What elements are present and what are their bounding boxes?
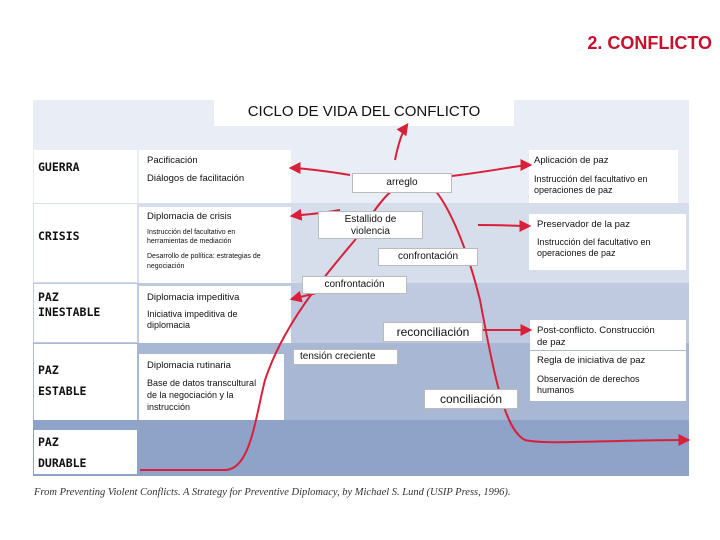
level-paz-durable-line1: PAZ xyxy=(38,435,59,449)
level-crisis-label: CRISIS xyxy=(38,229,80,243)
source-caption: From Preventing Violent Conflicts. A Strategy for Preventive Diplomacy, by Michael S. Lund (USIP Press, 1996). xyxy=(34,487,511,498)
box-right-guerra-line2: Instrucción del facultativo en xyxy=(534,174,648,184)
box-right-estable-line3: humanos xyxy=(537,385,575,395)
label-reconciliacion-text: reconciliación xyxy=(396,325,470,339)
chart-title: CICLO DE VIDA DEL CONFLICTO xyxy=(214,98,514,126)
label-tension-text: tensión creciente xyxy=(300,351,376,362)
level-guerra-label: GUERRA xyxy=(38,160,80,174)
box-left-crisis-line2: Instrucción del facultativo en xyxy=(147,229,236,236)
box-left-guerra-line1: Pacificación xyxy=(147,155,198,166)
box-right-guerra-line3: operaciones de paz xyxy=(534,185,613,195)
label-estallido-line2: violencia xyxy=(351,226,390,237)
box-right-crisis-line3: operaciones de paz xyxy=(537,248,616,258)
label-tension xyxy=(293,349,398,365)
level-paz-estable-line2: ESTABLE xyxy=(38,384,87,398)
box-left-crisis-line4: Desarrollo de política: estrategias de xyxy=(147,253,261,260)
arrow-guerra-up xyxy=(395,125,407,160)
box-left-estable-line3: de la negociación y la xyxy=(147,390,234,400)
box-left-estable-line2: Base de datos transcultural xyxy=(147,378,257,388)
slide-title: 2. CONFLICTO xyxy=(587,33,712,53)
level-paz-inestable-line1: PAZ xyxy=(38,290,59,304)
box-left-crisis-line1: Diplomacia de crisis xyxy=(147,211,232,222)
box-left-inestable-line3: diplomacia xyxy=(147,320,191,330)
level-paz-estable-line1: PAZ xyxy=(38,363,59,377)
label-arreglo-text: arreglo xyxy=(386,177,418,188)
box-right-crisis-line1: Preservador de la paz xyxy=(537,219,630,230)
level-paz-inestable-line2: INESTABLE xyxy=(38,305,101,319)
box-left-inestable-line2: Iniciativa impeditiva de xyxy=(147,309,238,319)
label-confrontacion-right xyxy=(378,248,478,266)
label-estallido-line1: Estallido de xyxy=(344,214,397,225)
label-conciliacion xyxy=(424,389,518,409)
box-left-inestable-line1: Diplomacia impeditiva xyxy=(147,292,240,303)
box-right-crisis-line2: Instrucción del facultativo en xyxy=(537,237,651,247)
box-left-crisis-line3: herramientas de mediación xyxy=(147,238,232,245)
box-right-inestable-line2: de paz xyxy=(537,337,566,348)
box-left-estable-line1: Diplomacia rutinaria xyxy=(147,360,231,371)
arrow-to-crisis-right xyxy=(478,225,529,226)
label-confrontacion-left xyxy=(302,276,407,294)
label-reconciliacion xyxy=(383,322,483,342)
box-right-inestable-line1: Post-conflicto. Construcción xyxy=(537,325,655,336)
level-paz-durable-line2: DURABLE xyxy=(38,456,87,470)
box-right-estable-line2: Observación de derechos xyxy=(537,374,640,384)
box-left-crisis-line5: negociación xyxy=(147,263,185,270)
arrow-to-guerra-right xyxy=(452,165,530,176)
box-left-estable-line4: instrucción xyxy=(147,402,191,412)
label-arreglo xyxy=(352,173,452,193)
label-confrontacion-left-text: confrontación xyxy=(324,279,385,290)
box-right-guerra-line1: Aplicación de paz xyxy=(534,155,609,166)
label-conciliacion-text: conciliación xyxy=(439,392,503,406)
box-left-guerra-line2: Diálogos de facilitación xyxy=(147,173,245,184)
arrow-to-guerra-left xyxy=(291,168,350,175)
label-confrontacion-right-text: confrontación xyxy=(397,251,459,262)
label-estallido xyxy=(318,211,423,239)
box-right-estable-line1: Regla de iniciativa de paz xyxy=(537,355,646,366)
